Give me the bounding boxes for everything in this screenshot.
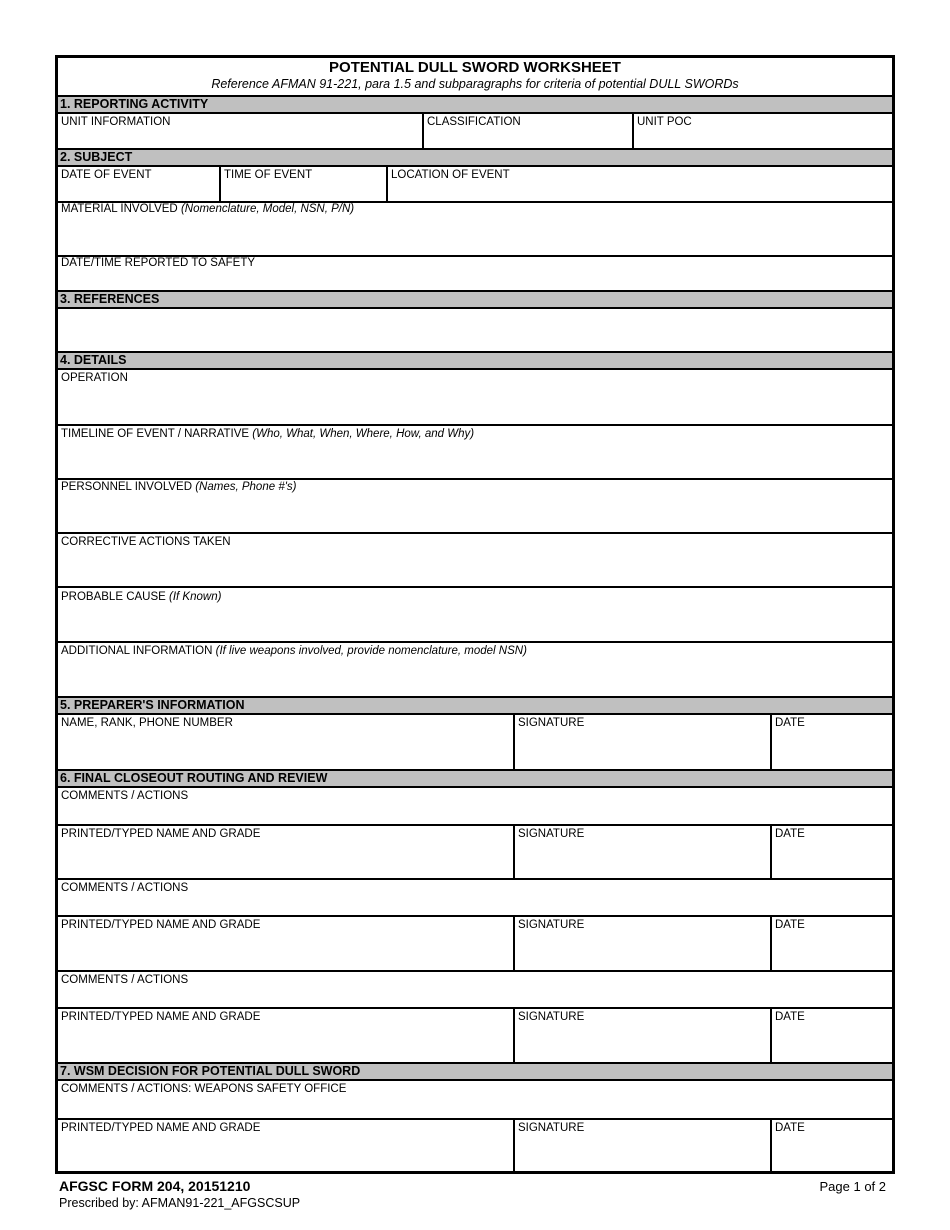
signature-label: SIGNATURE — [518, 717, 585, 729]
personnel-field[interactable] — [58, 478, 892, 532]
timeline-label: TIMELINE OF EVENT / NARRATIVE — [61, 428, 253, 440]
operation-field[interactable] — [58, 370, 892, 424]
closeout-signoff-3-row — [58, 1007, 892, 1064]
additional-info-row — [58, 641, 892, 698]
closeout-comments-3-row — [58, 970, 892, 1009]
subject-row — [58, 167, 892, 203]
unit-poc-label: UNIT POC — [637, 116, 692, 128]
signature-field[interactable] — [513, 1118, 770, 1171]
signature-field[interactable] — [513, 824, 770, 878]
page-number: Page 1 of 2 — [819, 1179, 886, 1194]
printed-name-label: PRINTED/TYPED NAME AND GRADE — [61, 919, 261, 931]
date-label: DATE — [775, 1011, 805, 1023]
printed-name-field[interactable] — [58, 1118, 513, 1171]
preparer-row — [58, 715, 892, 770]
references-field[interactable] — [58, 309, 892, 352]
date-label: DATE — [775, 1122, 805, 1134]
additional-info-hint: (If live weapons involved, provide nomenclature, model NSN) — [215, 645, 527, 657]
unit-information-field[interactable] — [58, 114, 422, 149]
date-field[interactable] — [770, 1007, 892, 1064]
date-field[interactable] — [770, 824, 892, 878]
probable-cause-label: PROBABLE CAUSE — [61, 591, 170, 603]
worksheet-form — [55, 55, 895, 1174]
probable-cause-field[interactable] — [58, 587, 892, 641]
material-involved-row — [58, 201, 892, 257]
date-field[interactable] — [770, 915, 892, 970]
signature-field[interactable] — [513, 1007, 770, 1064]
wso-comments-label: COMMENTS / ACTIONS: WEAPONS SAFETY OFFICE — [61, 1083, 347, 1095]
printed-name-field[interactable] — [58, 824, 513, 878]
printed-name-label: PRINTED/TYPED NAME AND GRADE — [61, 1122, 261, 1134]
closeout-signoff-1-row — [58, 824, 892, 880]
comments-actions-field[interactable] — [58, 970, 892, 1007]
date-label: DATE — [775, 919, 805, 931]
corrective-actions-row — [58, 532, 892, 588]
signature-field[interactable] — [513, 915, 770, 970]
closeout-signoff-2-row — [58, 915, 892, 972]
section-references: 3. REFERENCES — [58, 290, 892, 309]
date-of-event-label: DATE OF EVENT — [61, 169, 152, 181]
form-footer — [59, 1178, 300, 1211]
section-reporting-activity: 1. REPORTING ACTIVITY — [58, 95, 892, 114]
comments-actions-label: COMMENTS / ACTIONS — [61, 790, 189, 802]
section-subject: 2. SUBJECT — [58, 148, 892, 167]
material-involved-label: MATERIAL INVOLVED — [61, 203, 181, 215]
date-field[interactable] — [770, 1118, 892, 1171]
date-label: DATE — [775, 828, 805, 840]
form-header — [58, 58, 892, 97]
material-involved-field[interactable] — [58, 201, 892, 255]
signature-label: SIGNATURE — [518, 1122, 585, 1134]
form-title: POTENTIAL DULL SWORD WORKSHEET — [329, 59, 621, 76]
wso-comments-row — [58, 1081, 892, 1120]
personnel-label: PERSONNEL INVOLVED — [61, 481, 196, 493]
section-wsm-decision: 7. WSM DECISION FOR POTENTIAL DULL SWORD — [58, 1062, 892, 1081]
printed-name-field[interactable] — [58, 1007, 513, 1064]
operation-label: OPERATION — [61, 372, 128, 384]
date-reported-field[interactable] — [58, 255, 892, 291]
signature-label: SIGNATURE — [518, 1011, 585, 1023]
timeline-field[interactable] — [58, 424, 892, 478]
location-of-event-label: LOCATION OF EVENT — [391, 169, 510, 181]
reporting-activity-row — [58, 114, 892, 149]
preparer-name-field[interactable] — [58, 715, 513, 770]
unit-information-label: UNIT INFORMATION — [61, 116, 171, 128]
date-label: DATE — [775, 717, 805, 729]
references-row — [58, 309, 892, 352]
probable-cause-row — [58, 587, 892, 643]
preparer-date-field[interactable] — [770, 715, 892, 770]
time-of-event-label: TIME OF EVENT — [224, 169, 313, 181]
printed-name-label: PRINTED/TYPED NAME AND GRADE — [61, 1011, 261, 1023]
comments-actions-field[interactable] — [58, 788, 892, 824]
form-id: AFGSC FORM 204, 20151210 — [59, 1178, 251, 1194]
personnel-hint: (Names, Phone #'s) — [195, 481, 297, 493]
comments-actions-field[interactable] — [58, 878, 892, 915]
printed-name-field[interactable] — [58, 915, 513, 970]
prescribed-by: Prescribed by: AFMAN91-221_AFGSCSUP — [59, 1196, 301, 1210]
corrective-actions-label: CORRECTIVE ACTIONS TAKEN — [61, 536, 231, 548]
probable-cause-hint: (If Known) — [169, 591, 222, 603]
section-final-closeout: 6. FINAL CLOSEOUT ROUTING AND REVIEW — [58, 769, 892, 788]
closeout-comments-2-row — [58, 878, 892, 917]
printed-name-label: PRINTED/TYPED NAME AND GRADE — [61, 828, 261, 840]
additional-info-field[interactable] — [58, 641, 892, 698]
personnel-row — [58, 478, 892, 534]
date-reported-row — [58, 255, 892, 291]
wso-signoff-row — [58, 1118, 892, 1171]
signature-label: SIGNATURE — [518, 919, 585, 931]
operation-row — [58, 370, 892, 426]
classification-field[interactable] — [422, 114, 632, 149]
comments-actions-label: COMMENTS / ACTIONS — [61, 882, 189, 894]
location-of-event-field[interactable] — [386, 167, 892, 201]
section-preparer: 5. PREPARER'S INFORMATION — [58, 696, 892, 715]
timeline-row — [58, 424, 892, 480]
additional-info-label: ADDITIONAL INFORMATION — [61, 645, 216, 657]
material-involved-hint: (Nomenclature, Model, NSN, P/N) — [180, 203, 355, 215]
preparer-name-label: NAME, RANK, PHONE NUMBER — [61, 717, 233, 729]
comments-actions-label: COMMENTS / ACTIONS — [61, 974, 189, 986]
classification-label: CLASSIFICATION — [427, 116, 521, 128]
date-reported-label: DATE/TIME REPORTED TO SAFETY — [61, 257, 256, 269]
timeline-hint: (Who, What, When, Where, How, and Why) — [252, 428, 475, 440]
corrective-actions-field[interactable] — [58, 532, 892, 586]
signature-label: SIGNATURE — [518, 828, 585, 840]
date-of-event-field[interactable] — [58, 167, 219, 201]
closeout-comments-1-row — [58, 788, 892, 826]
time-of-event-field[interactable] — [219, 167, 386, 201]
section-details: 4. DETAILS — [58, 351, 892, 370]
unit-poc-field[interactable] — [632, 114, 892, 149]
wso-comments-field[interactable] — [58, 1081, 892, 1118]
preparer-signature-field[interactable] — [513, 715, 770, 770]
form-subtitle: Reference AFMAN 91-221, para 1.5 and subparagraphs for criteria of potential DULL SWORDs — [211, 77, 739, 91]
